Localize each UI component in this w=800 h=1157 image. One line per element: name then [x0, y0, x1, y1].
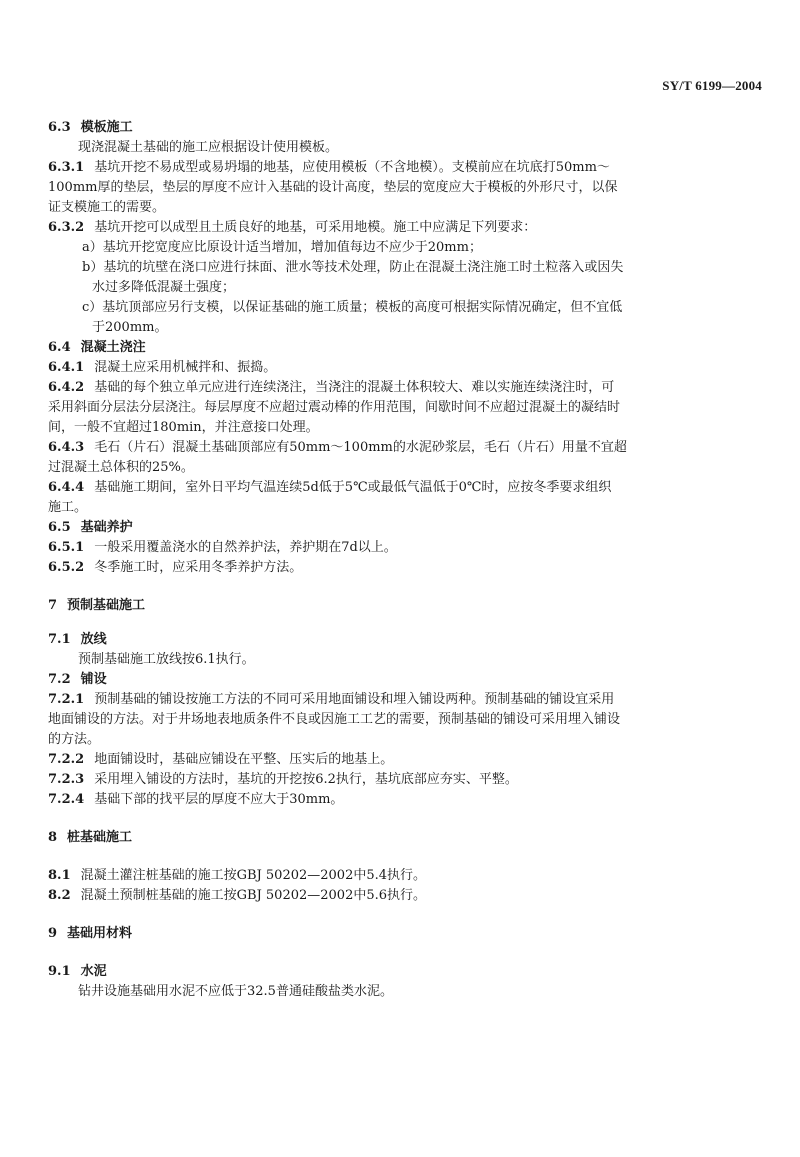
paragraph-line: 施工。: [48, 500, 88, 515]
paragraph-line: 采用斜面分层法分层浇注。每层厚度不应超过震动棒的作用范围，间歇时间不应超过混凝土的凝结时: [48, 400, 621, 415]
clause-line: 8.1 混凝土灌注桩基础的施工按GBJ 50202—2002中5.4执行。: [48, 868, 427, 883]
paragraph-line: 现浇混凝土基础的施工应根据设计使用模板。: [78, 140, 339, 155]
standard-code: SY/T 6199—2004: [662, 78, 762, 93]
document-body: [48, 118, 764, 1002]
section-heading: 6.4 混凝土浇注: [48, 340, 146, 355]
chapter-heading: 9 基础用材料: [48, 926, 133, 941]
clause-line: 7.2.4 基础下部的找平层的厚度不应大于30mm。: [48, 792, 344, 807]
paragraph-line: 地面铺设的方法。对于井场地表地质条件不良或因施工工艺的需要，预制基础的铺设可采用埋入铺设: [48, 712, 621, 727]
section-heading: 6.3 模板施工: [48, 120, 133, 135]
section-heading: 7.1 放线: [48, 632, 107, 647]
clause-line: 6.4.4 基础施工期间，室外日平均气温连续5d低于5℃或最低气温低于0℃时，应按冬季要求组织: [48, 480, 612, 495]
clause-line: 6.4.1 混凝土应采用机械拌和、振捣。: [48, 360, 277, 375]
paragraph-line: 100mm厚的垫层，垫层的厚度不应计入基础的设计高度，垫层的宽度应大于模板的外形尺寸，以保: [48, 180, 618, 195]
clause-line: 6.4.3 毛石（片石）混凝土基础顶部应有50mm～100mm的水泥砂浆层，毛石（片石）用量不宜超: [48, 440, 627, 455]
paragraph-line: 钻井设施基础用水泥不应低于32.5普通硅酸盐类水泥。: [78, 984, 393, 999]
clause-line: 6.3.2 基坑开挖可以成型且土质良好的地基，可采用地模。施工中应满足下列要求：: [48, 220, 537, 235]
clause-line: 7.2.1 预制基础的铺设按施工方法的不同可采用地面铺设和埋入铺设两种。预制基础的铺设宜采用: [48, 692, 615, 707]
paragraph-line: 证支模施工的需要。: [48, 200, 166, 215]
list-item: b）基坑的坑壁在浇口应进行抹面、泄水等技术处理，防止在混凝土浇注施工时土粒落入或因失: [82, 260, 624, 275]
clause-line: 6.5.2 冬季施工时，应采用冬季养护方法。: [48, 560, 303, 575]
chapter-heading: 7 预制基础施工: [48, 598, 146, 613]
section-heading: 9.1 水泥: [48, 964, 107, 979]
clause-line: 6.5.1 一般采用覆盖浇水的自然养护法，养护期在7d以上。: [48, 540, 397, 555]
list-item-cont: 于200mm。: [92, 320, 168, 335]
clause-line: 7.2.3 采用埋入铺设的方法时，基坑的开挖按6.2执行，基坑底部应夯实、平整。: [48, 772, 518, 787]
list-item: c）基坑顶部应另行支模，以保证基础的施工质量；模板的高度可根据实际情况确定，但不宜低: [82, 300, 623, 315]
chapter-heading: 8 桩基础施工: [48, 830, 133, 845]
clause-line: 6.3.1 基坑开挖不易成型或易坍塌的地基，应使用模板（不含地模）。支模前应在坑底打50mm～: [48, 160, 610, 175]
section-heading: 7.2 铺设: [48, 672, 107, 687]
list-item: a）基坑开挖宽度应比原设计适当增加，增加值每边不应少于20mm；: [82, 240, 482, 255]
clause-line: 6.4.2 基础的每个独立单元应进行连续浇注，当浇注的混凝土体积较大、难以实施连续浇注时，可: [48, 380, 615, 395]
section-heading: 6.5 基础养护: [48, 520, 133, 535]
clause-line: 8.2 混凝土预制桩基础的施工按GBJ 50202—2002中5.6执行。: [48, 888, 427, 903]
paragraph-line: 的方法。: [48, 732, 101, 747]
clause-line: 7.2.2 地面铺设时，基础应铺设在平整、压实后的地基上。: [48, 752, 394, 767]
list-item-cont: 水过多降低混凝土强度；: [92, 280, 236, 295]
paragraph-line: 预制基础施工放线按6.1执行。: [78, 652, 255, 667]
paragraph-line: 间，一般不宜超过180min，并注意接口处理。: [48, 420, 319, 435]
paragraph-line: 过混凝土总体积的25%。: [48, 460, 194, 475]
